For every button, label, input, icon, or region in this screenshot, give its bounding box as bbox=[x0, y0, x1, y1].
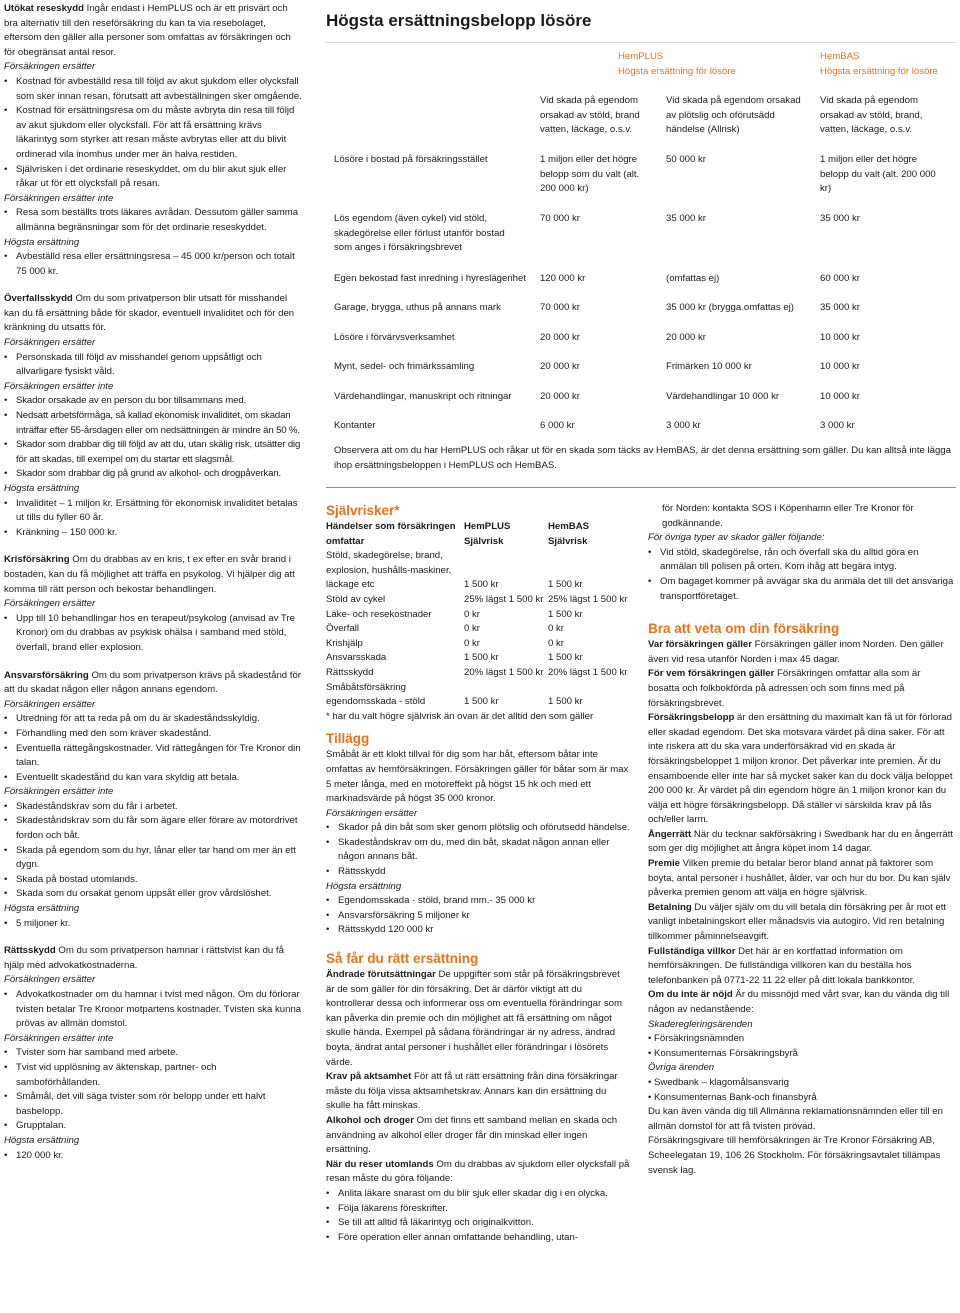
table-row: Rättsskydd 20% lägst 1 500 kr 20% lägst 1 500 kr bbox=[326, 666, 628, 678]
covers-label: Försäkringen ersätter bbox=[326, 807, 418, 819]
travel-max-list bbox=[4, 250, 302, 279]
left-column bbox=[4, 2, 302, 1163]
not-covers-label: Försäkringen ersätter inte bbox=[4, 192, 114, 204]
care-requirement-paragraph: Krav på aktsamhet För att få ut rätt ersättning från dina försäkringar måste du följa vissa aktsamhetskrav. Annars kan din ersättning du skulle ha fått minskas. bbox=[326, 1071, 618, 1112]
assault-heading: Överfallsskydd bbox=[4, 293, 73, 305]
abroad-list bbox=[326, 1187, 630, 1245]
assault-section-intro: Överfallsskydd Om du som privatperson blir utsatt för misshandel kan du få ersättning både för skador, eventuell invaliditet och för den kränkning du utsatts för. bbox=[4, 293, 295, 334]
list-item: • Skador orsakade av en person du bor tillsammans med. bbox=[4, 394, 302, 409]
list-item: • Skada på bostad utomlands. bbox=[4, 873, 302, 888]
insured-amount-paragraph: Försäkringsbelopp är den ersättning du maximalt kan få ut för förlorad eller skadad egendom. Det ska motsvara värdet på dina saker. För att inte riskera att du ska vara underförsäkrad vid en skada är försäkringsbeloppet 1 miljon kronor. Det påverkar inte premien. Är du ensamboende eller inte har så mycket saker kan du dock välja beloppet 200 000 kr. Är värdet på din egendom högre än 1 miljon kronor kan du välja ett högre försäkringsbelopp. Då ställer vi särskilda krav på lås och/eller larm. bbox=[648, 712, 953, 826]
table-row: Stöld, skadegörelse, brand, explosion, hushålls-maskiner, läckage etc 1 500 kr 1 500 kr bbox=[326, 550, 583, 591]
changed-conditions-paragraph: Ändrade förutsättningar De uppgifter som står på försäkringsbrevet är de som gäller för din försäkring. Det är därför viktigt att du kontrollerar dessa och informerar oss om eventuella förändringar som kan påverka din premie och din möjlighet att få ersättning om något skulle hända. Exempel på sådana förändringar är ny adress, ändrad boyta, ändrat antal personer i hushållet eller förändringar i lösörets värde. bbox=[326, 969, 622, 1068]
table-row: Ansvarsskada 1 500 kr 1 500 kr bbox=[326, 652, 583, 664]
row-value: 35 000 kr bbox=[820, 213, 861, 224]
travel-not-covers-list bbox=[4, 206, 302, 235]
travel-covers-list bbox=[4, 75, 302, 192]
list-item: • Skador som drabbar dig till följd av att du, utan skälig risk, utsätter dig för att skadas, till exempel om du startar ett slagsmål. bbox=[4, 438, 302, 467]
list-item: • Skadeståndskrav om du, med din båt, skadat någon annan eller någon annans båt. bbox=[326, 836, 630, 865]
claims-sublabel: Skaderegleringsärenden bbox=[648, 1018, 753, 1030]
list-item: • Tvister som har samband med arbete. bbox=[4, 1046, 302, 1061]
list-item: • 120 000 kr. bbox=[4, 1149, 302, 1164]
addons-intro: Småbåt är ett klokt tillval för dig som har båt, eftersom båtar inte omfattas av hemförsäkringen. Försäkringen gäller för båtar som är max 5 meter långa, med en motoreffekt på högst 15 hk och med ett marknadsvärde på högst 35 000 kronor. bbox=[326, 749, 629, 805]
list-item: • Egendomsskada - stöld, brand mm.- 35 000 kr bbox=[326, 894, 630, 909]
covers-label: Försäkringen ersätter bbox=[4, 598, 96, 610]
liability-not-covers-list bbox=[4, 800, 302, 902]
liability-heading: Ansvarsförsäkring bbox=[4, 669, 89, 681]
list-item: • Advokatkostnader om du hamnar i tvist med någon. Om du förlorar tvisten betalar Tre Kronor motpartens kostnader. Tvisten ska kunna prövas av allmän domstol. bbox=[4, 988, 302, 1032]
list-item: • Anlita läkare snarast om du blir sjuk eller skadar dig i en olycka. bbox=[326, 1187, 630, 1202]
list-item: • Eventuella rättegångskostnader. Vid rättegången för Tre Kronor din talan. bbox=[4, 742, 302, 771]
other-damage-label: För övriga typer av skador gäller följande: bbox=[648, 532, 825, 544]
claims-list bbox=[648, 1032, 954, 1061]
legal-max-list bbox=[4, 1149, 302, 1164]
row-value: 35 000 kr bbox=[820, 302, 861, 313]
crisis-section-intro: Krisförsäkring Om du drabbas av en kris, t ex efter en svår brand i bostaden, kan du få möjlighet att träffa en psykolog. Vi hjälper dig att komma till rätt person och bekostar behandlingen. bbox=[4, 554, 295, 595]
table-note: Observera att om du har HemPLUS och råkar ut för en skada som täcks av HemBAS, är det denna ersättning som gäller. Du kan alltså inte lägga ihop ersättningsbeloppen i HemPLUS och HemBAS. bbox=[334, 445, 951, 471]
middle-column bbox=[326, 502, 630, 1245]
row-value: Frimärken 10 000 kr bbox=[666, 361, 752, 372]
list-item: • Se till att alltid få läkarintyg och originalkvitton. bbox=[326, 1216, 630, 1231]
header-hembas: HemBAS Självrisk bbox=[548, 521, 590, 547]
row-value: (omfattas ej) bbox=[666, 273, 720, 284]
assault-not-covers-list bbox=[4, 394, 302, 482]
list-item: • Avbeställd resa eller ersättningsresa – 45 000 kr/person och totalt 75 000 kr. bbox=[4, 250, 302, 279]
header-event: Händelser som försäkringen omfattar bbox=[326, 521, 456, 547]
row-label: Egen bekostad fast inredning i hyreslägenhet bbox=[334, 273, 527, 284]
list-item: • Skadeståndskrav som du får i arbetet. bbox=[4, 800, 302, 815]
max-label: Högsta ersättning bbox=[4, 483, 80, 494]
list-item: • Nedsatt arbetsförmåga, så kallad ekonomisk invaliditet, om skadan inträffar efter 55-årsdagen eller om nedsättningen är mindre än 50 %. bbox=[4, 409, 302, 438]
row-value: 50 000 kr bbox=[666, 154, 707, 165]
list-item: • Kostnad för avbeställd resa till följd av akut sjukdom eller olycksfall som sker innan resan, förutsatt att avbeställningen sker omgående. bbox=[4, 75, 302, 104]
crisis-heading: Krisförsäkring bbox=[4, 554, 70, 566]
deductibles-title: Självrisker* bbox=[326, 503, 400, 518]
row-value: 1 miljon eller det högre belopp som du valt (alt. 200 000 kr) bbox=[540, 154, 640, 195]
col-header-hemplus-sudden: Vid skada på egendom orsakad av plötslig och oförutsädd händelse (Allrisk) bbox=[666, 95, 801, 136]
full-terms-paragraph: Fullständiga villkor Det här är en kortfattad information om hemförsäkringen. De fullständiga villkoren kan du beställa hos telefonbanken på 0771-22 11 22 eller på ditt lokala bankkontor. bbox=[648, 945, 916, 986]
list-item: • Konsumenternas Försäkringsbyrå bbox=[648, 1047, 798, 1059]
addons-max-list bbox=[326, 894, 630, 938]
covers-label: Försäkringen ersätter bbox=[4, 974, 96, 986]
covers-label: Försäkringen ersätter bbox=[4, 698, 96, 710]
row-value: 3 000 kr bbox=[820, 420, 855, 431]
row-value: 10 000 kr bbox=[820, 391, 861, 402]
list-item: • Självrisken i det ordinarie reseskyddet, om du blir akut sjuk eller råkar ut för ett olycksfall på resan. bbox=[4, 163, 302, 192]
col-header-hemplus-theft: Vid skada på egendom orsakad av stöld, brand vatten, läckage, o.s.v. bbox=[540, 95, 640, 136]
continued-text: för Norden: kontakta SOS i Köpenhamn eller Tre Kronor för godkännande. bbox=[662, 503, 914, 529]
legal-not-covers-list bbox=[4, 1046, 302, 1134]
assault-max-list bbox=[4, 497, 302, 541]
table-title: Högsta ersättningsbelopp lösöre bbox=[326, 11, 592, 30]
insurer-paragraph: Försäkringsgivare till hemförsäkringen är Tre Kronor Försäkring AB, Scheelegatan 19, 106 26 Stockholm. För försäkringsavtalet tillämpas svensk lag. bbox=[648, 1135, 941, 1176]
hembas-header: HemBAS Högsta ersättning för lösöre bbox=[820, 51, 938, 77]
list-item: • Förhandling med den som kräver skadestånd. bbox=[4, 727, 302, 742]
not-covers-label: Försäkringen ersätter inte bbox=[4, 1032, 114, 1044]
good-to-know-title: Bra att veta om din försäkring bbox=[648, 621, 840, 637]
list-item: • Skadeståndskrav som du får som ägare eller förare av motordrivet fordon och båt. bbox=[4, 814, 302, 843]
row-label: Lös egendom (även cykel) vid stöld, skadegörelse eller förlust utanför bostad som anges i försäkringsbrevet bbox=[334, 213, 505, 254]
row-value: 35 000 kr bbox=[666, 213, 707, 224]
list-item: • Resa som beställts trots läkares avrådan. Dessutom gäller samma allmänna begränsningar som för det ordinarie reseskyddet. bbox=[4, 206, 302, 235]
list-item: • Personskada till följd av misshandel genom uppsåtligt och allvarligare fysiskt våld. bbox=[4, 351, 302, 380]
row-value: 6 000 kr bbox=[540, 420, 575, 431]
list-item: • Kostnad för ersättningsresa om du måste avbryta din resa till följd av akut sjukdom eller olycksfall. För att få ersättning krävs läkarintyg som styrker att resan måste avbrytas eller att du blivit ordinerad vila inomhus under mer än halva restiden. bbox=[4, 104, 302, 162]
list-item: • Skada som du orsakat genom uppsåt eller grov vårdslöshet. bbox=[4, 887, 302, 902]
row-value: 20 000 kr bbox=[540, 332, 581, 343]
list-item: • Grupptalan. bbox=[4, 1119, 302, 1134]
assault-covers-list bbox=[4, 351, 302, 380]
travel-section-intro: Utökat reseskydd Ingår endast i HemPLUS och är ett prisvärt och bra alternativ till den reseförsäkring du kan ta via resebolaget, eftersom den gäller alla personer som omfattas av försäkringen och för obegränsat antal resor. bbox=[4, 3, 291, 58]
list-item: • Skador på din båt som sker genom plötslig och oförutsedd händelse. bbox=[326, 821, 630, 836]
table-row: Överfall 0 kr 0 kr bbox=[326, 623, 564, 635]
row-value: 20 000 kr bbox=[666, 332, 707, 343]
list-item: • Småmål, det vill säga tvister som rör belopp under ett halvt basbelopp. bbox=[4, 1090, 302, 1119]
row-value: 70 000 kr bbox=[540, 213, 581, 224]
list-item: • Eventuellt skadestånd du kan vara skyldig att betala. bbox=[4, 771, 302, 786]
header-hemplus: HemPLUS Självrisk bbox=[464, 521, 511, 547]
row-label: Kontanter bbox=[334, 420, 376, 431]
addons-covers-list bbox=[326, 821, 630, 879]
list-item: • Swedbank – klagomålsansvarig bbox=[648, 1076, 789, 1088]
deductibles-table bbox=[326, 520, 630, 710]
row-label: Lösöre i bostad på försäkringsstället bbox=[334, 154, 488, 165]
list-item: • Tvist vid upplösning av äktenskap, partner- och samboförhållanden. bbox=[4, 1061, 302, 1090]
row-value: 3 000 kr bbox=[666, 420, 701, 431]
list-item: • Kränkning – 150 000 kr. bbox=[4, 526, 302, 541]
liability-max-list bbox=[4, 917, 302, 932]
other-damage-list bbox=[648, 546, 954, 604]
where-valid-paragraph: Var försäkringen gäller Försäkringen gäller inom Norden. Den gäller även vid resa utanför Norden i max 45 dagar. bbox=[648, 639, 944, 665]
row-label: Lösöre i förvärvsverksamhet bbox=[334, 332, 455, 343]
divider bbox=[326, 42, 956, 43]
table-row: Krishjälp 0 kr 0 kr bbox=[326, 637, 564, 649]
max-label: Högsta ersättning bbox=[4, 236, 80, 248]
row-value: 35 000 kr (brygga omfattas ej) bbox=[666, 302, 794, 313]
row-label: Mynt, sedel- och frimärkssamling bbox=[334, 361, 475, 372]
addons-title: Tillägg bbox=[326, 731, 370, 747]
list-item: • Följa läkarens föreskrifter. bbox=[326, 1202, 630, 1217]
section-divider bbox=[326, 487, 956, 488]
max-label: Högsta ersättning bbox=[4, 903, 80, 915]
deductibles-footnote: * har du valt högre självrisk än ovan är det alltid den som gäller bbox=[326, 710, 594, 722]
table-header-row bbox=[326, 520, 630, 549]
max-label: Högsta ersättning bbox=[4, 1134, 80, 1146]
row-label: Garage, brygga, uthus på annans mark bbox=[334, 302, 501, 313]
list-item: • Upp till 10 behandlingar hos en terapeut/psykolog (anvisad av Tre Kronor) om du drabbas av psykisk ohälsa i samband med stöld, överfall, brand eller explosion. bbox=[4, 612, 302, 656]
travel-heading: Utökat reseskydd bbox=[4, 3, 84, 14]
list-item: • Utredning för att ta reda på om du är skadeståndsskyldig. bbox=[4, 712, 302, 727]
list-item: • Rättsskydd bbox=[326, 865, 630, 880]
row-value: 10 000 kr bbox=[820, 361, 861, 372]
table-row: Småbåtsförsäkring egendomsskada - stöld 1 500 kr 1 500 kr bbox=[326, 681, 583, 708]
list-item: • Vid stöld, skadegörelse, rån och överfall ska du alltid göra en anmälan till polisen på orten. Kom ihåg att begära intyg. bbox=[648, 546, 954, 575]
table-row: Läke- och resekostnader 0 kr 1 500 kr bbox=[326, 608, 583, 620]
max-compensation-table bbox=[326, 0, 956, 471]
who-valid-paragraph: För vem försäkringen gäller Försäkringen omfattar alla som är bosatta och folkbokförda på adressen och som finns med på försäkringsbrevet. bbox=[648, 668, 921, 709]
liability-covers-list bbox=[4, 712, 302, 785]
row-value: 20 000 kr bbox=[540, 391, 581, 402]
list-item: • Konsumenternas Bank-och finansbyrå bbox=[648, 1091, 817, 1103]
legal-heading: Rättsskydd bbox=[4, 945, 56, 957]
row-value: 70 000 kr bbox=[540, 302, 581, 313]
row-value: 10 000 kr bbox=[820, 332, 861, 343]
covers-label: Försäkringen ersätter bbox=[4, 337, 96, 349]
crisis-covers-list bbox=[4, 612, 302, 656]
max-label: Högsta ersättning bbox=[326, 880, 402, 892]
compensation-title: Så får du rätt ersättning bbox=[326, 951, 479, 967]
complaints-paragraph: Om du inte är nöjd Är du missnöjd med vårt svar, kan du vända dig till någon av nedanstående: bbox=[648, 989, 950, 1015]
right-column bbox=[648, 502, 954, 1178]
legal-section-intro: Rättsskydd Om du som privatperson hamnar i rättstvist kan du få hjälp med advokatkostnaderna. bbox=[4, 945, 284, 971]
premium-paragraph: Premie Vilken premie du betalar beror bland annat på faktorer som boyta, antal personer i hushållet, ålder, var och hur du bor. Du kan själv påverka premien genom att välja en högre självrisk. bbox=[648, 858, 951, 899]
list-item: • Ansvarsförsäkring 5 miljoner kr bbox=[326, 909, 630, 924]
list-item: • Försäkringsnämnden bbox=[648, 1033, 745, 1045]
not-covers-label: Försäkringen ersätter inte bbox=[4, 380, 114, 392]
list-item: • Invaliditet – 1 miljon kr. Ersättning för ekonomisk invaliditet betalas ut tills du fyller 60 år. bbox=[4, 497, 302, 526]
col-header-hembas: Vid skada på egendom orsakad av stöld, brand, vatten, läckage, o.s.v. bbox=[820, 95, 923, 136]
hemplus-header: HemPLUS Högsta ersättning för lösöre bbox=[618, 51, 736, 77]
row-value: 120 000 kr bbox=[540, 273, 586, 284]
row-value: 20 000 kr bbox=[540, 361, 581, 372]
complaints-end: Du kan även vända dig till Allmänna reklamationsnämnden eller till en allmän domstol för att få tvisten prövad. bbox=[648, 1106, 943, 1132]
not-covers-label: Försäkringen ersätter inte bbox=[4, 786, 114, 798]
row-value: 1 miljon eller det högre belopp du valt (alt. 200 000 kr) bbox=[820, 154, 936, 195]
row-value: Värdehandlingar 10 000 kr bbox=[666, 391, 780, 402]
list-item: • Skada på egendom som du hyr, lånar eller tar hand om mer än ett dygn. bbox=[4, 844, 302, 873]
other-matters-sublabel: Övriga ärenden bbox=[648, 1062, 715, 1074]
cooling-off-paragraph: Ångerrätt När du tecknar sakförsäkring i Swedbank har du en ångerrätt som ger dig möjlighet att ångra köpet inom 14 dagar. bbox=[648, 828, 954, 855]
abroad-paragraph: När du reser utomlands Om du drabbas av sjukdom eller olycksfall på resan måste du göra följande: bbox=[326, 1158, 630, 1185]
list-item: • Om bagaget kommer på avvägar ska du anmäla det till det ansvariga transportföretaget. bbox=[648, 575, 954, 604]
row-label: Värdehandlingar, manuskript och ritningar bbox=[334, 391, 512, 402]
list-item: • Skador som drabbar dig på grund av alkohol- och drogpåverkan. bbox=[4, 467, 302, 482]
other-matters-list bbox=[648, 1076, 954, 1105]
list-item: • Före operation eller annan omfattande behandling, utan- bbox=[326, 1231, 630, 1246]
alcohol-paragraph: Alkohol och droger Om det finns ett samband mellan en skada och användning av alkohol eller droger får din minskad eller ingen ersättning. bbox=[326, 1114, 618, 1156]
liability-section-intro: Ansvarsförsäkring Om du som privatperson krävs på skadestånd för att du skadat någon eller någon annans egendom. bbox=[4, 669, 302, 696]
row-value: 60 000 kr bbox=[820, 273, 861, 284]
list-item: • 5 miljoner kr. bbox=[4, 917, 302, 932]
table-row: Stöld av cykel 25% lägst 1 500 kr 25% lägst 1 500 kr bbox=[326, 593, 628, 605]
list-item: • Rättsskydd 120 000 kr bbox=[326, 923, 630, 938]
legal-covers-list bbox=[4, 988, 302, 1032]
covers-label: Försäkringen ersätter bbox=[4, 61, 96, 73]
payment-paragraph: Betalning Du väljer själv om du vill betala din försäkring per år mot ett vanligt inbetalningskort eller månadsvis via autogiro. Vid ren betalning tillkommer påminnelseavgift. bbox=[648, 901, 947, 943]
